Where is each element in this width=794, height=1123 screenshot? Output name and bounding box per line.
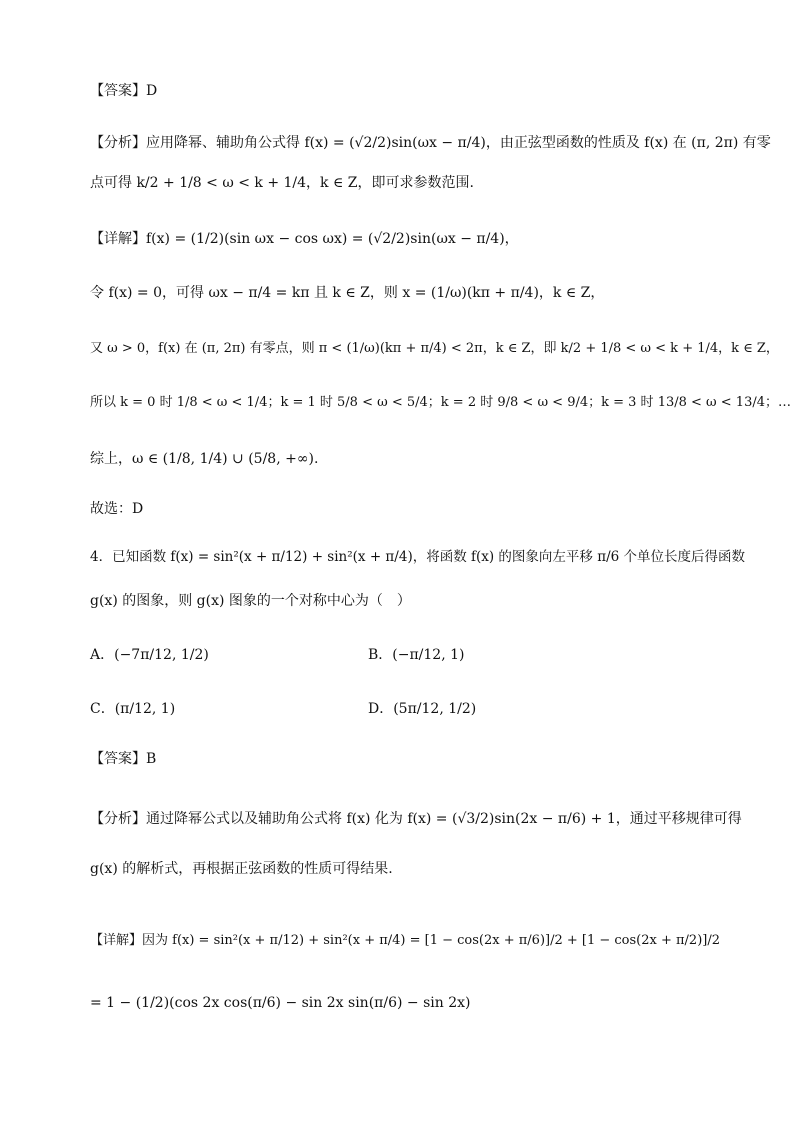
detail-1-suoyi: 所以 k = 0 时 1/8 < ω < 1/4；k = 1 时 5/8 < ω < 5/4；k = 2 时 9/8 < ω < 9/4；k = 3 时 13/8 < ω < 13/4；…: [90, 395, 791, 410]
answer-label-2: 【答案】B: [90, 751, 157, 767]
analysis-2: 【分析】通过降幂公式以及辅助角公式将 f(x) 化为 f(x) = (√3/2)sin(2x − π/6) + 1，通过平移规律可得: [90, 811, 742, 827]
analysis-2-cont: g(x) 的解析式，再根据正弦函数的性质可得结果.: [90, 861, 393, 877]
question-4-cont: g(x) 的图象，则 g(x) 图象的一个对称中心为（ ）: [90, 593, 411, 609]
answer-label-1: 【答案】D: [90, 83, 158, 99]
option-d: D．(5π/12, 1/2): [368, 701, 477, 717]
option-b: B．(−π/12, 1): [368, 647, 465, 663]
conclusion-1: 综上，ω ∈ (1/8, 1/4) ∪ (5/8, +∞).: [90, 451, 319, 467]
detail-1-ling: 令 f(x) = 0，可得 ωx − π/4 = kπ 且 k ∈ Z，则 x = (1/ω)(kπ + π/4)，k ∈ Z，: [90, 285, 605, 301]
detail-1: 【详解】f(x) = (1/2)(sin ωx − cos ωx) = (√2/2)sin(ωx − π/4)，: [90, 231, 519, 247]
analysis-1-cont: 点可得 k/2 + 1/8 < ω < k + 1/4，k ∈ Z，即可求参数范围.: [90, 175, 474, 191]
analysis-1: 【分析】应用降幂、辅助角公式得 f(x) = (√2/2)sin(ωx − π/4)，由正弦型函数的性质及 f(x) 在 (π, 2π) 有零: [90, 135, 771, 151]
detail-1-you: 又 ω > 0，f(x) 在 (π, 2π) 有零点，则 π < (1/ω)(kπ + π/4) < 2π，k ∈ Z，即 k/2 + 1/8 < ω < k + 1/4，k ∈ Z，: [90, 341, 779, 356]
detail-2-cont: = 1 − (1/2)(cos 2x cos(π/6) − sin 2x sin(π/6) − sin 2x): [90, 995, 471, 1011]
detail-2: 【详解】因为 f(x) = sin²(x + π/12) + sin²(x + π/4) = [1 − cos(2x + π/6)]/2 + [1 − cos(2x + π/2)]/2: [90, 933, 720, 948]
question-4: 4．已知函数 f(x) = sin²(x + π/12) + sin²(x + π/4)，将函数 f(x) 的图象向左平移 π/6 个单位长度后得函数: [90, 549, 746, 565]
choice-1: 故选：D: [90, 501, 144, 517]
option-a: A．(−7π/12, 1/2): [90, 647, 209, 663]
option-c: C．(π/12, 1): [90, 701, 176, 717]
